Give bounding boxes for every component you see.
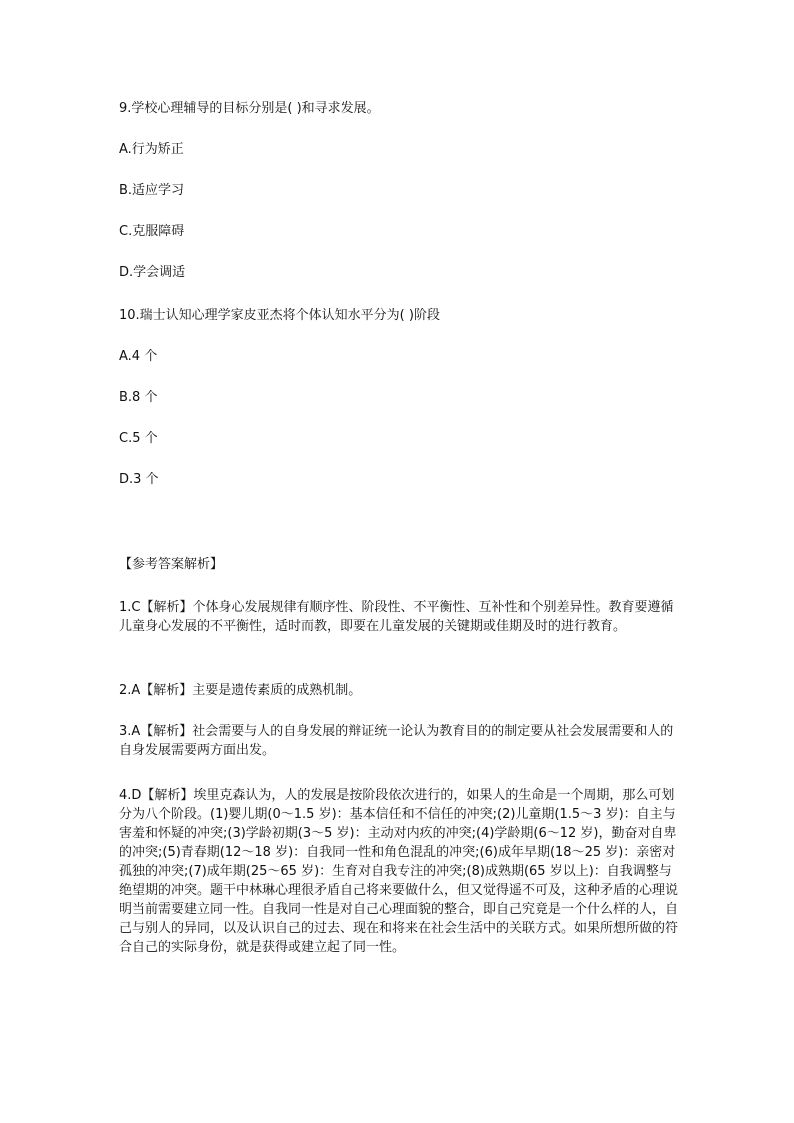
question-10-option-a: A.4 个	[119, 349, 158, 364]
answer-4: 4.D【解析】埃里克森认为，人的发展是按阶段依次进行的，如果人的生命是一个周期，那么可划分为八个阶段。(1)婴儿期(0～1.5 岁)：基本信任和不信任的冲突;(2)儿童期(1.5～3 岁)：自主与害羞和怀疑的冲突;(3)学龄初期(3～5 岁)：主动对内疚的冲突;(4)学龄期(6～12 岁)，勤奋对自卑的冲突;(5)青春期(12～18 岁)：自我同一性和角色混乱的冲突;(6)成年早期(18～25 岁)：亲密对孤独的冲突;(7)成年期(25～65 岁)：生育对自我专注的冲突;(8)成熟期(65 岁以上)：自我调整与绝望期的冲突。题干中林琳心理很矛盾自己将来要做什么，但又觉得遥不可及，这种矛盾的心理说明当前需要建立同一性。自我同一性是对自己心理面貌的整合，即自己究竟是一个什么样的人，自己与别人的异同，以及认识自己的过去、现在和将来在社会生活中的关联方式。如果所想所做的符合自己的实际身份，就是获得或建立起了同一性。	[119, 788, 679, 955]
question-9-option-d: D.学会调适	[119, 265, 186, 280]
answer-1: 1.C【解析】个体身心发展规律有顺序性、阶段性、不平衡性、互补性和个别差异性。教育要遵循儿童身心发展的不平衡性，适时而教，即要在儿童发展的关键期或佳期及时的进行教育。	[119, 600, 674, 634]
question-10-option-b: B.8 个	[119, 390, 158, 405]
answer-2: 2.A【解析】主要是遗传素质的成熟机制。	[119, 683, 362, 698]
question-10-stem: 10.瑞士认知心理学家皮亚杰将个体认知水平分为( )阶段	[119, 308, 440, 323]
question-10-option-c: C.5 个	[119, 431, 158, 446]
question-9-option-c: C.克服障碍	[119, 224, 185, 239]
answer-3: 3.A【解析】社会需要与人的自身发展的辩证统一论认为教育目的的制定要从社会发展需要和人的自身发展需要两方面出发。	[119, 724, 674, 758]
answers-heading: 【参考答案解析】	[119, 557, 224, 572]
question-9-option-a: A.行为矫正	[119, 142, 184, 157]
question-9-option-b: B.适应学习	[119, 183, 185, 198]
question-9-stem: 9.学校心理辅导的目标分别是( )和寻求发展。	[119, 101, 380, 116]
question-10-option-d: D.3 个	[119, 472, 159, 487]
